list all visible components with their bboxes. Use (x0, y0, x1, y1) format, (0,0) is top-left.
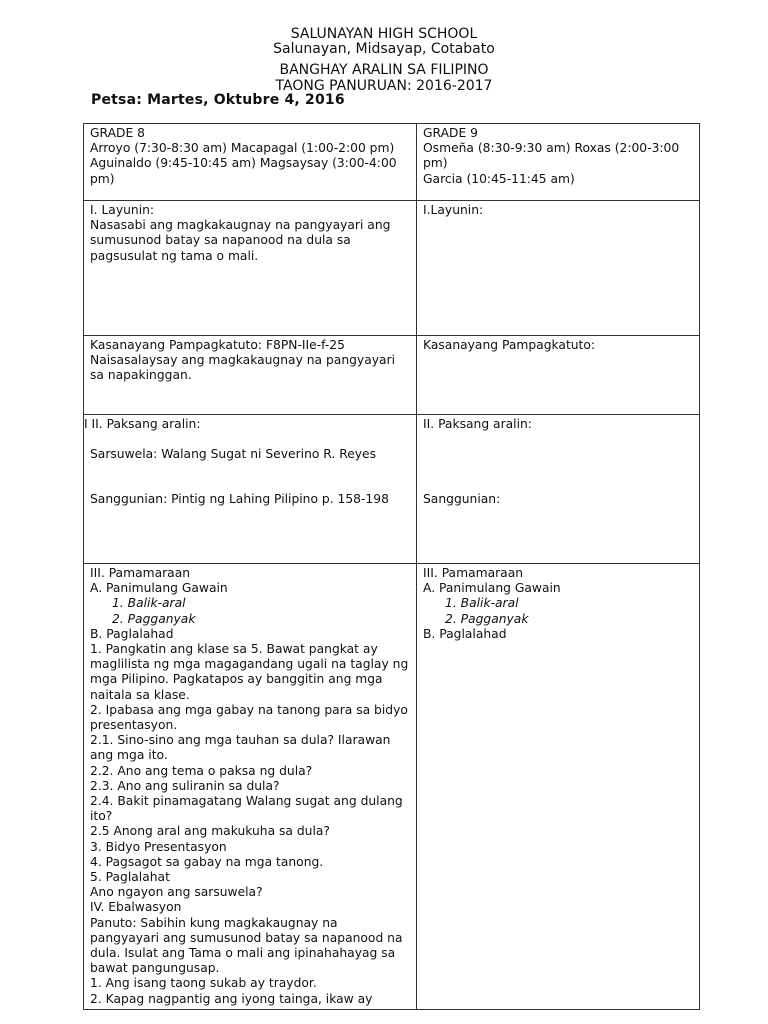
grade8-schedule-cell (84, 124, 417, 201)
procedure-line: 2.5 Anong aral ang makukuha sa dula? (90, 824, 330, 839)
grade9-schedule-line: Osmeña (8:30-9:30 am) Roxas (2:00-3:00 pm) (423, 141, 680, 171)
procedure-line: 1. Pangkatin ang klase sa 5. Bawat pangkat ay maglilista ng mga magagandang ugali na taglay ng mga Pilipino. Pagkatapos ay banggitin ang mga naitala sa klase. (90, 642, 409, 702)
pamamaraan-label: III. Pamamaraan (90, 566, 191, 580)
procedure-line: 2.2. Ano ang tema o paksa ng dula? (90, 763, 313, 778)
school-year: TAONG PANURUAN: 2016-2017 (275, 78, 493, 94)
procedure-line: 2.3. Ano ang suliranin sa dula? (90, 778, 280, 793)
balik-aral: 1. Balik-aral (445, 596, 519, 611)
lesson-date: Petsa: Martes, Oktubre 4, 2016 (91, 92, 345, 108)
procedure-line: 2.1. Sino-sino ang mga tauhan sa dula? Ilarawan ang mga ito. (90, 733, 391, 763)
pagganyak: 2. Pagganyak (445, 611, 529, 626)
grade8-pamamaraan-cell (84, 564, 417, 1010)
grade8-paksa-cell (84, 415, 417, 564)
paglalahad: B. Paglalahad (423, 626, 507, 641)
evaluation-instructions: Panuto: Sabihin kung magkakaugnay na pangyayari ang sumusunod batay sa napanood na dula. Isulat ang Tama o mali ang ipinahahayag sa bawat pangungusap. (90, 915, 403, 976)
procedure-line: 5. Paglalahat (90, 870, 170, 885)
procedure-line: 2.4. Bakit pinamagatang Walang sugat ang dulang ito? (90, 794, 403, 824)
layunin-label: I. Layunin: (90, 203, 155, 217)
grade9-layunin-cell (417, 201, 700, 336)
grade9-schedule-cell (417, 124, 700, 201)
kasanayan-label: Kasanayang Pampagkatuto: (423, 338, 596, 352)
evaluation-item: 1. Ang isang taong sukab ay traydor. (90, 976, 317, 991)
sanggunian-text: Sanggunian: Pintig ng Lahing Pilipino p. 158-198 (90, 492, 389, 507)
school-address: Salunayan, Midsayap, Cotabato (273, 41, 495, 57)
grade9-kasanayan-cell (417, 336, 700, 415)
grade9-pamamaraan-cell (417, 564, 700, 1010)
lesson-plan-table (83, 123, 700, 1010)
kasanayan-label: Kasanayang Pampagkatuto: F8PN-IIe-f-25 (90, 338, 345, 352)
layunin-label: I.Layunin: (423, 203, 484, 217)
procedure-line: 2. Ipabasa ang mga gabay na tanong para sa bidyo presentasyon. (90, 702, 408, 733)
kasanayan-row (84, 336, 700, 415)
grade8-schedule-line: Aguinaldo (9:45-10:45 am) Magsaysay (3:00-4:00 pm) (90, 156, 397, 186)
evaluation-item: 2. Kapag nagpantig ang iyong tainga, ikaw ay (90, 991, 373, 1006)
procedure-line: 4. Pagsagot sa gabay na mga tanong. (90, 854, 324, 869)
grade8-heading: GRADE 8 (90, 126, 145, 140)
paglalahad: B. Paglalahad (90, 626, 174, 641)
grade8-kasanayan-cell (84, 336, 417, 415)
kasanayan-text: Naisasalaysay ang magkakaugnay na pangyayari sa napakinggan. (90, 353, 396, 383)
panimulang-gawain: A. Panimulang Gawain (90, 581, 228, 596)
sanggunian-label: Sanggunian: (423, 492, 501, 507)
grade9-paksa-cell (417, 415, 700, 564)
pagganyak: 2. Pagganyak (112, 611, 196, 626)
paksa-text: Sarsuwela: Walang Sugat ni Severino R. Reyes (90, 447, 377, 462)
school-name: SALUNAYAN HIGH SCHOOL (290, 26, 478, 42)
evaluation-heading: IV. Ebalwasyon (90, 900, 182, 915)
panimulang-gawain: A. Panimulang Gawain (423, 581, 561, 596)
grade8-layunin-cell (84, 201, 417, 336)
balik-aral: 1. Balik-aral (112, 596, 186, 611)
procedure-line: Ano ngayon ang sarsuwela? (90, 885, 263, 900)
grade9-heading: GRADE 9 (423, 126, 478, 140)
layunin-row (84, 201, 700, 336)
document-title: BANGHAY ARALIN SA FILIPINO (279, 62, 489, 78)
pamamaraan-row (84, 564, 700, 1010)
pamamaraan-label: III. Pamamaraan (423, 566, 524, 580)
grade9-schedule-line: Garcia (10:45-11:45 am) (423, 171, 575, 186)
paksa-label: II. Paksang aralin: (423, 417, 532, 431)
grade8-schedule-line: Arroyo (7:30-8:30 am) Macapagal (1:00-2:00 pm) (90, 141, 395, 156)
paksa-row (84, 415, 700, 564)
paksa-label: I II. Paksang aralin: (84, 417, 201, 431)
schedule-row (84, 124, 700, 201)
procedure-line: 3. Bidyo Presentasyon (90, 839, 227, 854)
layunin-text: Nasasabi ang magkakaugnay na pangyayari ang sumusunod batay sa napanood na dula sa pagsusulat ng tama o mali. (90, 218, 391, 263)
